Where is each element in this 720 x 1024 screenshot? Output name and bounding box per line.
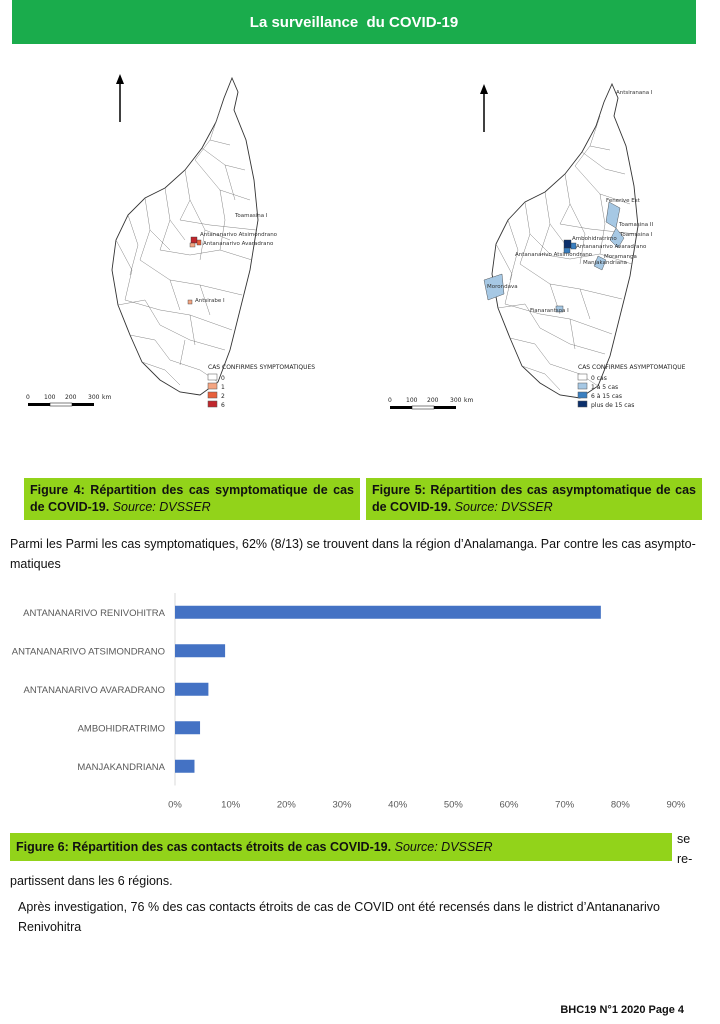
figure5-label: Figure 5: Répartition des cas asymptomatique de cas de COVID-19. (372, 483, 696, 514)
legend-label: 1 à 5 cas (591, 384, 619, 391)
scale-bar (26, 394, 111, 406)
place-label: Ambohidratrimo (572, 236, 617, 242)
x-tick-label: 30% (332, 799, 352, 810)
place-label: Moramanga (604, 254, 637, 260)
legend-label: 6 (221, 402, 225, 409)
place-label: Toamasina I (235, 213, 268, 219)
place-label: Antsirabe I (195, 298, 225, 304)
paragraph-1: Parmi les Parmi les cas symptomatiques, 62% (8/13) se trouvent dans la région d’Analamanga. Par contre les cas asympto-matiques (10, 537, 696, 571)
svg-text:300: 300 (88, 394, 100, 401)
map-symptomatic (20, 70, 340, 420)
svg-text:100: 100 (406, 397, 418, 404)
map-legend (208, 364, 315, 409)
svg-text:200: 200 (427, 397, 439, 404)
page-banner (12, 0, 696, 44)
highlight-atsimondrano (190, 243, 195, 247)
svg-text:0: 0 (388, 397, 392, 404)
bar (175, 760, 194, 773)
legend-label: 6 à 15 cas (591, 393, 622, 400)
figure4-caption (24, 478, 360, 520)
figure5-caption (366, 478, 702, 520)
svg-text:km: km (102, 394, 112, 401)
highlight-avaradrano (197, 240, 201, 245)
place-label: Antananarivo Atsimondrano (515, 252, 593, 258)
legend-title: CAS CONFIRMES ASYMPTOMATIQUE (578, 364, 686, 371)
legend-label: 2 (221, 393, 225, 400)
legend-title: CAS CONFIRMES SYMPTOMATIQUES (208, 364, 316, 371)
figure4-source: Source: DVSSER (112, 500, 211, 514)
map-legend (578, 364, 686, 409)
side-text-re: re- (677, 852, 693, 866)
legend-label: 1 (221, 384, 225, 391)
place-label: Toamasina II (619, 222, 654, 228)
x-tick-label: 60% (499, 799, 519, 810)
x-tick-label: 20% (276, 799, 296, 810)
legend-label: 0 (221, 375, 225, 382)
svg-text:0: 0 (26, 394, 30, 401)
legend-label: plus de 15 cas (591, 402, 635, 409)
figure5-source: Source: DVSSER (454, 500, 553, 514)
map-asymptomatic (380, 80, 700, 420)
svg-text:300: 300 (450, 397, 462, 404)
page-footer: BHC19 N°1 2020 Page 4 (560, 1004, 684, 1016)
x-tick-label: 0% (168, 799, 182, 810)
paragraph-2: partissent dans les 6 régions. (10, 874, 173, 888)
place-label: Morondava (487, 284, 518, 290)
highlight-antsirabe (188, 300, 192, 304)
svg-text:km: km (464, 397, 474, 404)
place-label: Fenerive Est (606, 198, 640, 204)
place-label: Fianarantsoa I (530, 308, 569, 314)
north-arrow-icon (480, 84, 488, 132)
figure6-caption (10, 833, 672, 861)
paragraph-3: Après investigation, 76 % des cas contacts étroits de cas de COVID ont été recensés dans le district d’Antananarivo Renivohitra (18, 900, 661, 934)
place-label: Toamasina I (620, 232, 653, 238)
highlight-renivohitra (191, 237, 197, 243)
north-arrow-icon (116, 74, 124, 122)
place-label: Antsiranana I (616, 90, 653, 96)
place-label: Manjakandriana (583, 260, 627, 266)
legend-label: 0 cas (591, 375, 607, 382)
bar (175, 683, 208, 696)
category-label: ANTANANARIVO ATSIMONDRANO (11, 646, 165, 658)
banner-title: La surveillance du COVID-19 (249, 13, 459, 31)
category-label: AMBOHIDRATRIMO (77, 723, 165, 735)
bar (175, 721, 200, 734)
figure4-label: Figure 4: Répartition des cas symptomatique de cas de COVID-19. (30, 483, 354, 514)
place-label: Antananarivo Atsimondrano (200, 232, 278, 238)
figure6-label: Figure 6: Répartition des cas contacts étroits de cas COVID-19. (16, 840, 392, 854)
side-text-se: se (677, 832, 691, 846)
x-tick-label: 40% (388, 799, 408, 810)
x-tick-label: 70% (555, 799, 575, 810)
x-tick-label: 80% (610, 799, 630, 810)
x-tick-label: 50% (443, 799, 463, 810)
svg-text:100: 100 (44, 394, 56, 401)
highlight-renivohitra (564, 240, 571, 248)
x-tick-label: 10% (221, 799, 241, 810)
x-tick-label: 90% (666, 799, 686, 810)
place-label: Antananarivo Avaradrano (576, 244, 647, 250)
category-label: ANTANANARIVO RENIVOHITRA (23, 607, 165, 619)
contacts-bar-chart (0, 585, 720, 810)
scale-bar (388, 397, 473, 409)
category-label: ANTANANARIVO AVARADRANO (23, 684, 165, 696)
bar (175, 644, 225, 657)
category-label: MANJAKANDRIANA (77, 761, 165, 773)
bar (175, 606, 601, 619)
svg-text:200: 200 (65, 394, 77, 401)
figure6-source: Source: DVSSER (394, 840, 493, 854)
place-label: Antananarivo Avaradrano (203, 241, 274, 247)
